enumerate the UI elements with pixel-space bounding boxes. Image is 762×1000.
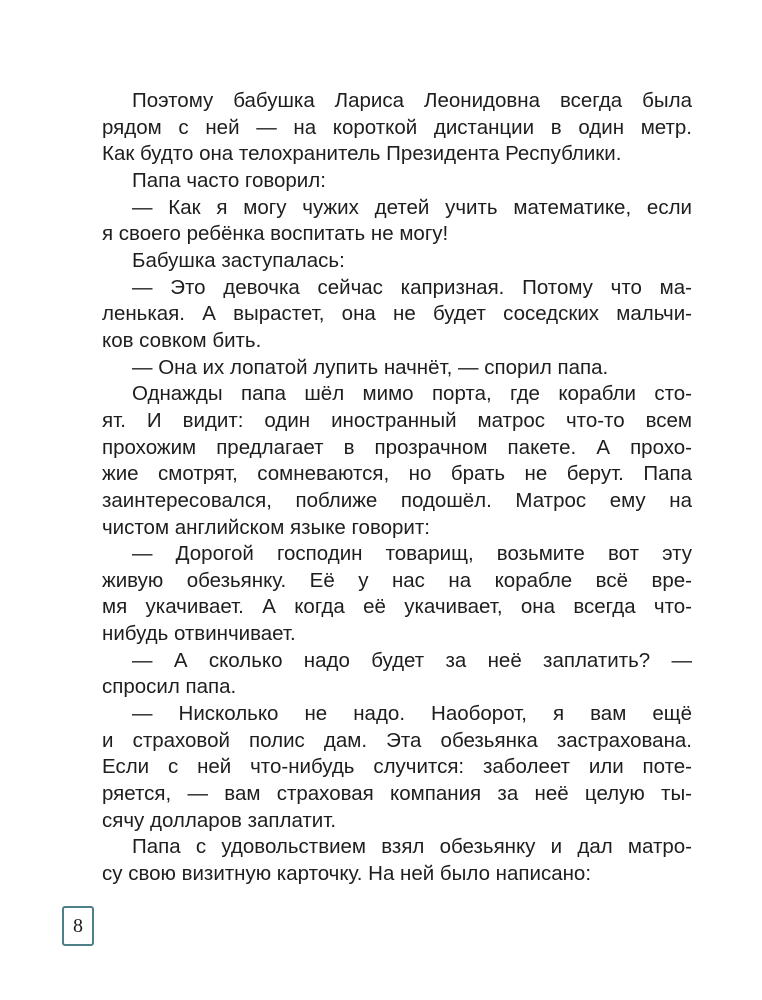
- text-line: ряется, — вам страховая компания за неё целую ты-: [102, 782, 692, 806]
- body-text: [102, 88, 692, 888]
- text-line: Папа с удовольствием взял обезьянку и дал матро-: [132, 835, 692, 859]
- text-line: — Дорогой господин товарищ, возьмите вот эту: [132, 542, 692, 566]
- text-line: — Она их лопатой лупить начнёт, — спорил папа.: [132, 355, 609, 379]
- text-line: заинтересовался, поближе подошёл. Матрос ему на: [102, 488, 692, 512]
- text-line: су свою визитную карточку. На ней было написано:: [102, 862, 592, 886]
- text-line: — А сколько надо будет за неё заплатить? —: [132, 648, 692, 672]
- text-line: и страховой полис дам. Эта обезьянка застрахована.: [102, 728, 692, 752]
- text-line: Если с ней что-нибудь случится: заболеет или поте-: [102, 755, 692, 779]
- text-line: жие смотрят, сомневаются, но брать не берут. Папа: [102, 462, 692, 486]
- text-line: Бабушка заступалась:: [132, 248, 345, 272]
- text-line: — Это девочка сейчас капризная. Потому что ма-: [132, 275, 692, 299]
- text-line: Однажды папа шёл мимо порта, где корабли сто-: [132, 382, 692, 406]
- text-line: рядом с ней — на короткой дистанции в один метр.: [102, 115, 692, 139]
- text-line: нибудь отвинчивает.: [102, 622, 296, 646]
- text-line: — Как я могу чужих детей учить математике, если: [132, 195, 692, 219]
- text-line: живую обезьянку. Её у нас на корабле всё вре-: [102, 568, 692, 592]
- text-line: ят. И видит: один иностранный матрос что-то всем: [102, 408, 692, 432]
- text-line: чистом английском языке говорит:: [102, 515, 430, 539]
- text-line: — Нисколько не надо. Наоборот, я вам ещё: [132, 702, 692, 726]
- text-line: Папа часто говорил:: [132, 168, 326, 192]
- text-line: сячу долларов заплатит.: [102, 808, 337, 832]
- text-line: Поэтому бабушка Лариса Леонидовна всегда была: [132, 89, 692, 112]
- text-line: Как будто она телохранитель Президента Республики.: [102, 142, 622, 166]
- text-line: ленькая. А вырастет, она не будет соседских мальчи-: [102, 302, 692, 326]
- page-number: 8: [62, 906, 94, 946]
- text-line: ков совком бить.: [102, 328, 262, 352]
- text-line: спросил папа.: [102, 675, 237, 699]
- text-line: я своего ребёнка воспитать не могу!: [102, 222, 449, 246]
- text-line: прохожим предлагает в прозрачном пакете. А прохо-: [102, 435, 692, 459]
- text-line: мя укачивает. А когда её укачивает, она всегда что-: [102, 595, 692, 619]
